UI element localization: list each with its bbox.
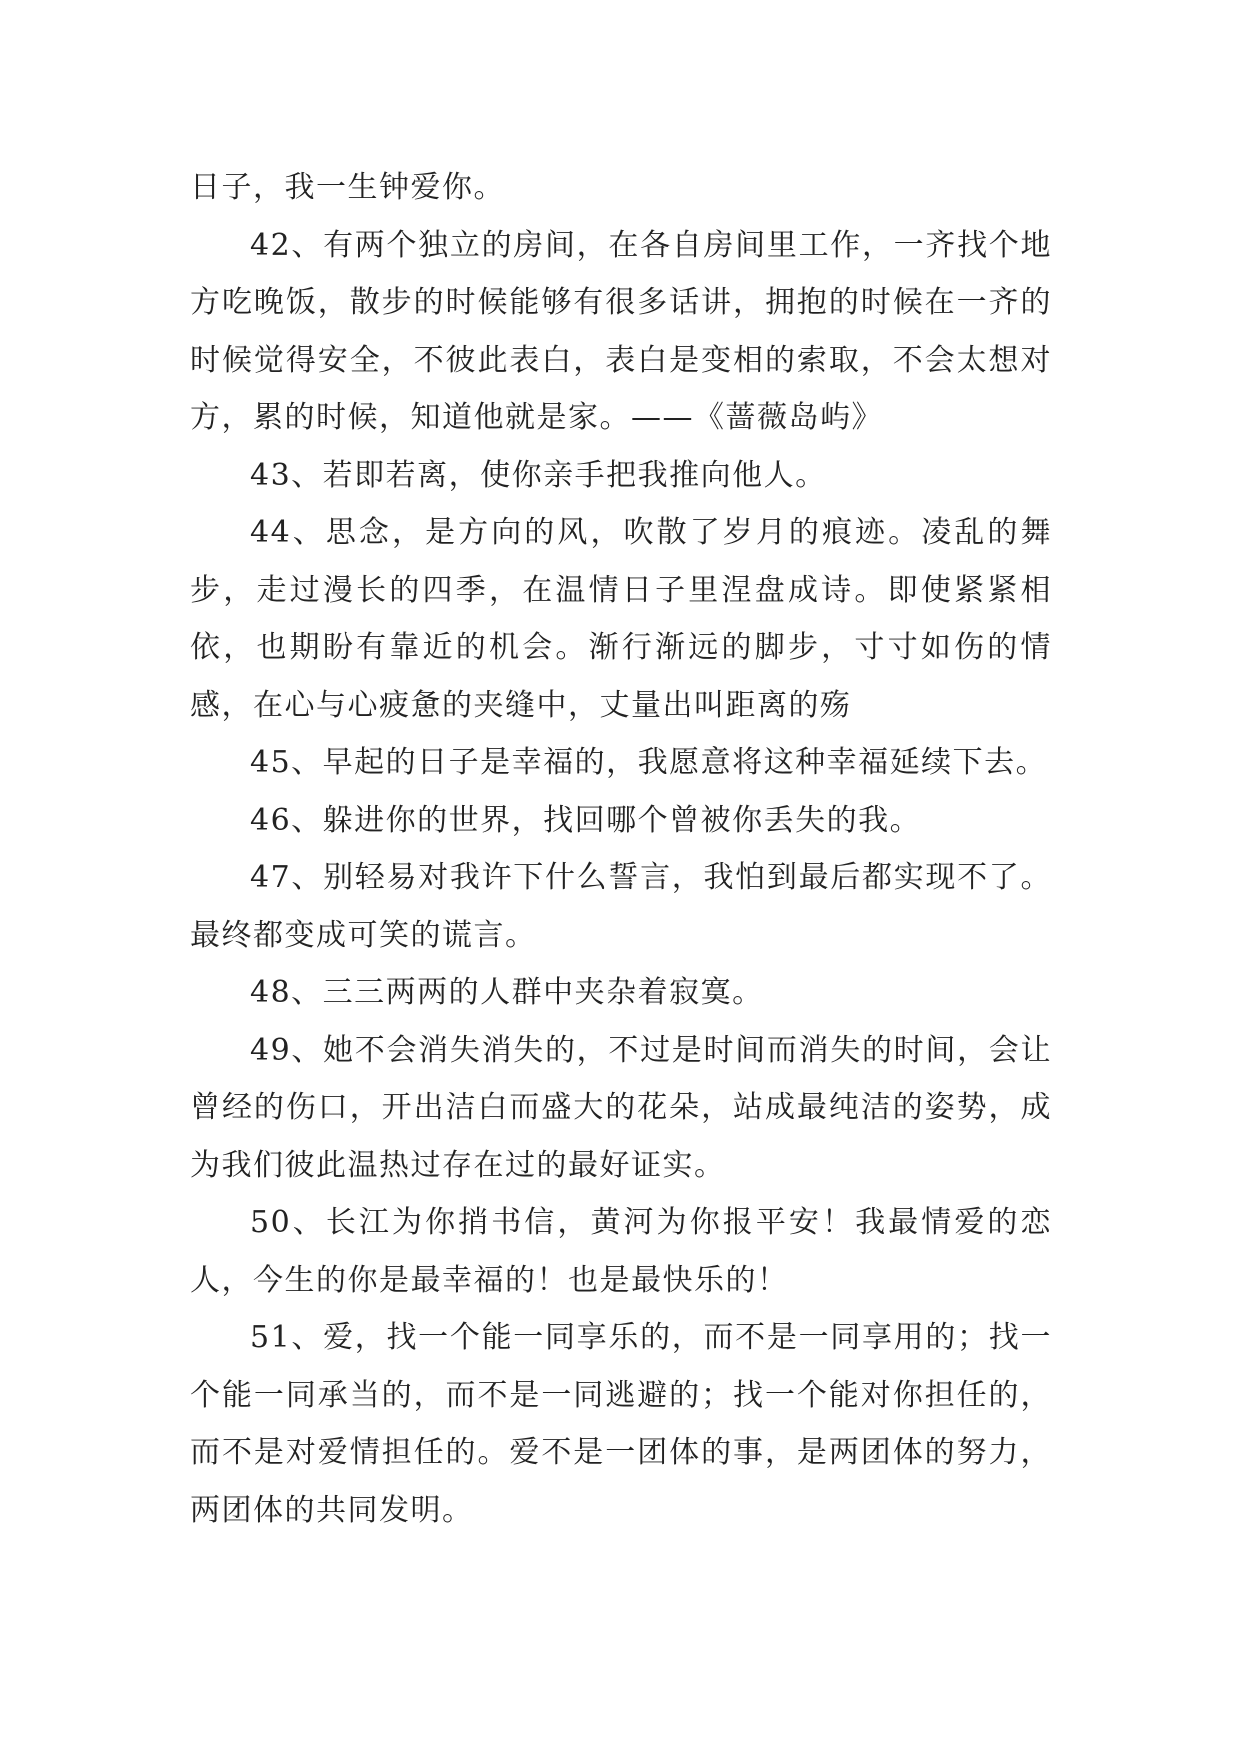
paragraph-44: 44、思念，是方向的风，吹散了岁月的痕迹。凌乱的舞步，走过漫长的四季，在温情日子里涅盘成诗。即使紧紧相依，也期盼有靠近的机会。渐行渐远的脚步，寸寸如伤的情感，在心与心疲惫的夹缝中，丈量出叫距离的殇 bbox=[190, 515, 1052, 723]
paragraph-43: 43、若即若离，使你亲手把我推向他人。 bbox=[250, 457, 827, 493]
paragraph-51: 51、爱，找一个能一同享乐的，而不是一同享用的；找一个能一同承当的，而不是一同逃避的；找一个能对你担任的，而不是对爱情担任的。爱不是一团体的事，是两团体的努力，两团体的共同发明。 bbox=[190, 1320, 1052, 1528]
paragraph-42: 42、有两个独立的房间，在各自房间里工作，一齐找个地方吃晚饭，散步的时候能够有很多话讲，拥抱的时候在一齐的时候觉得安全，不彼此表白，表白是变相的索取，不会太想对方，累的时候，知道他就是家。——《蔷薇岛屿》 bbox=[190, 227, 1052, 435]
document-body bbox=[190, 159, 1052, 1539]
paragraph-49: 49、她不会消失消失的，不过是时间而消失的时间，会让曾经的伤口，开出洁白而盛大的花朵，站成最纯洁的姿势，成为我们彼此温热过存在过的最好证实。 bbox=[190, 1032, 1052, 1183]
paragraph-46: 46、躲进你的世界，找回哪个曾被你丢失的我。 bbox=[250, 802, 922, 838]
paragraph-47: 47、别轻易对我许下什么誓言，我怕到最后都实现不了。最终都变成可笑的谎言。 bbox=[190, 860, 1052, 953]
paragraph-45: 45、早起的日子是幸福的，我愿意将这种幸福延续下去。 bbox=[250, 745, 1048, 780]
paragraph-50: 50、长江为你捎书信，黄河为你报平安！我最情爱的恋人，今生的你是最幸福的！也是最快乐的！ bbox=[190, 1205, 1052, 1298]
paragraph-41-continuation: 日子，我一生钟爱你。 bbox=[190, 170, 505, 205]
paragraph-48: 48、三三两两的人群中夹杂着寂寞。 bbox=[250, 975, 764, 1010]
